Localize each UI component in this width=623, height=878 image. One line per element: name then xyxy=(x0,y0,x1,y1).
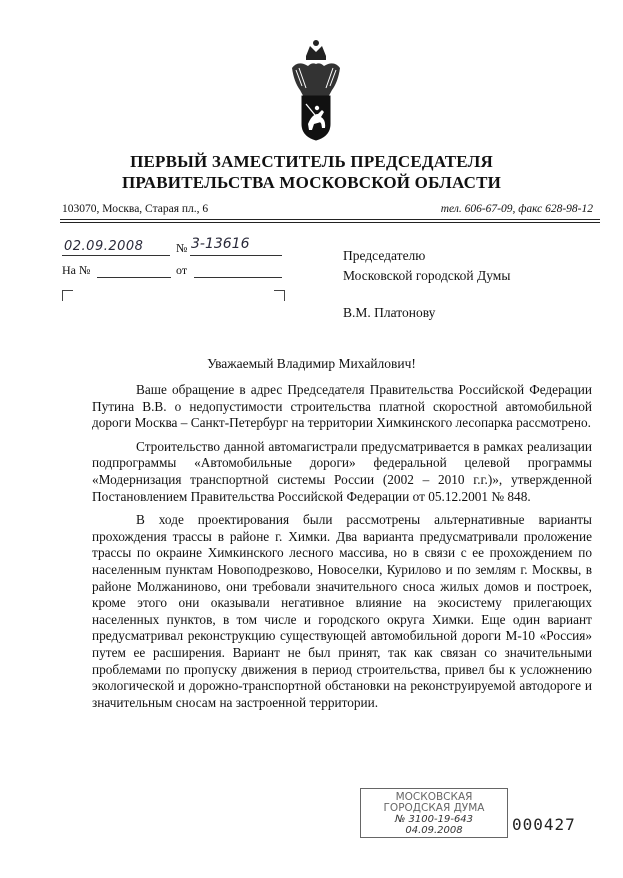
number-underline xyxy=(190,255,282,256)
body-paragraph-2: Строительство данной автомагистрали предусматривается в рамках реализации подпрограммы «Автомобильные дороги» федеральной целевой программы «Модернизация транспортной системы России (2002 – 2010 г.г.)», утвержденной Постановлением Правительства Российской Федерации от 05.12.2001 № 848. xyxy=(92,438,592,504)
stamp-serial-number: 000427 xyxy=(512,815,576,834)
addressee-organization: Московской городской Думы xyxy=(343,268,511,283)
stamp-line1: МОСКОВСКАЯ xyxy=(395,791,473,803)
outgoing-date: 02.09.2008 xyxy=(64,239,144,254)
reference-underline xyxy=(97,277,171,278)
stamp-reg-date: 04.09.2008 xyxy=(405,825,463,836)
corner-mark-left xyxy=(62,290,73,301)
header-rule-top xyxy=(60,219,600,220)
corner-mark-right xyxy=(274,290,285,301)
body-paragraph-1: Ваше обращение в адрес Председателя Правительства Российской Федерации Путина В.В. о недопустимости строительства платной скоростной автомобильной дороги Москва – Санкт-Петербург на территории Химкинского лесопарка рассмотрено. xyxy=(92,382,592,431)
sender-title-line1: ПЕРВЫЙ ЗАМЕСТИТЕЛЬ ПРЕДСЕДАТЕЛЯ xyxy=(130,152,493,171)
receipt-stamp xyxy=(360,788,508,838)
addressee-position: Председателю xyxy=(343,248,426,263)
number-label: № xyxy=(176,241,188,255)
addressee-name: В.М. Платонову xyxy=(343,305,436,320)
date-underline xyxy=(62,255,170,256)
reference-label: На № xyxy=(62,263,91,277)
sender-address: 103070, Москва, Старая пл., 6 xyxy=(62,203,209,215)
stamp-reg-number: № 3100-19-643 xyxy=(394,814,474,825)
sender-phones: тел. 606-67-09, факс 628-98-12 xyxy=(440,203,593,215)
from-label: от xyxy=(176,263,188,277)
letter-body xyxy=(92,382,592,718)
from-underline xyxy=(194,277,282,278)
body-paragraph-3: В ходе проектирования были рассмотрены альтернативные варианты прохождения трассы в районе г. Химки. Два варианта предусматривали проложение трассы по окраине Химкинского лесного массива, но в связи с ее прохождением по населенным пунктам Новоподрезково, Новоселки, Курилово и по землям г. Москвы, в районе Молжаниново, они требовали значительного сноса жилых домов и построек, кроме этого они оказывали негативное влияние на экосистему прилегающих населенных пунктов, в том числе и городского округа Химки. Еще один вариант предусматривал реконструкцию существующей автомобильной дороги М-10 «Россия» путем ее расширения. Вариант не был принят, так как связан со значительными проблемами по пропуску движения в период строительства, привел бы к усложнению экологической и дорожно-транспортной обстановки на реконструируемой автодороге и значительным сносам на застроенной территории. xyxy=(92,512,592,710)
stamp-line2: ГОРОДСКАЯ ДУМА xyxy=(383,802,485,814)
coat-of-arms-emblem xyxy=(288,38,344,142)
header-rule-bottom xyxy=(60,222,600,223)
greeting: Уважаемый Владимир Михайлович! xyxy=(207,356,416,371)
sender-title-line2: ПРАВИТЕЛЬСТВА МОСКОВСКОЙ ОБЛАСТИ xyxy=(121,173,502,192)
outgoing-number: 3-13616 xyxy=(191,236,250,252)
